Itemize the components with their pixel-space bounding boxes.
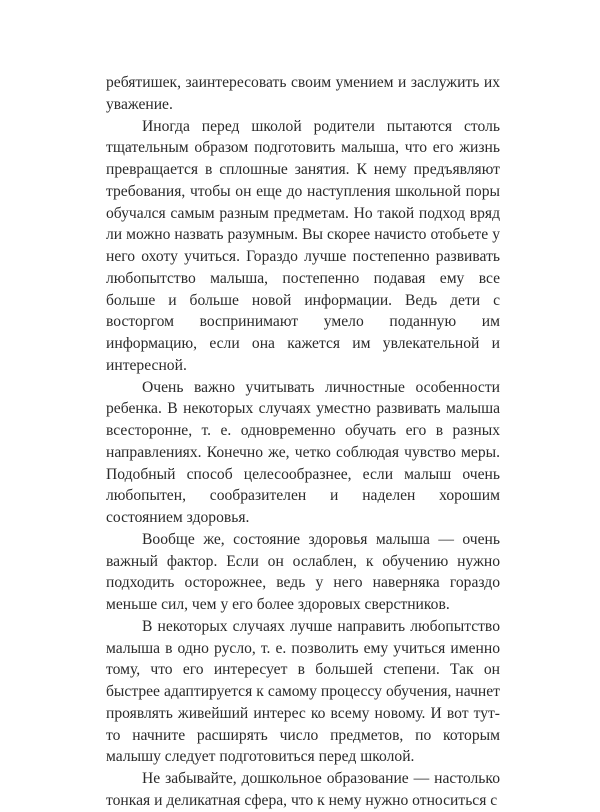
- paragraph-continuation: ребятишек, заинтересовать своим умением и заслужить их уважение.: [106, 74, 500, 113]
- paragraph-parents-preparation: Иногда перед школой родители пытаются столь тщательным образом подготовить малыша, что его жизнь превращается в сплошные занятия. К нему предъявляют требования, чтобы он еще до наступления школьной поры обучался самым разным предметам. Но такой подход вряд ли можно назвать разумным. Вы скорее начисто отобьете у него охоту учиться. Гораздо лучше постепенно развивать любопытство малыша, постепенно подавая ему все больше и больше новой информации. Ведь дети с восторгом воспринимают умело поданную им информацию, если она кажется им увлекательной и интересной.: [106, 117, 500, 374]
- paragraph-personal-features: Очень важно учитывать личностные особенности ребенка. В некоторых случаях уместно развивать малыша всесторонне, т. е. одновременно обучать его в разных направлениях. Конечно же, четко соблюдая чувство меры. Подобный способ целесообразнее, если малыш очень любопытен, сообразителен и наделен хорошим состоянием здоровья.: [106, 378, 500, 526]
- paragraph-health: Вообще же, состояние здоровья малыша — очень важный фактор. Если он ослаблен, к обучению нужно подходить осторожнее, ведь у него наверняка гораздо меньше сил, чем у его более здоровых сверстников.: [106, 530, 500, 613]
- body-text: [106, 72, 500, 812]
- paragraph-preschool-education: Не забывайте, дошкольное образование — настолько тонкая и деликатная сфера, что к нему нужно относиться с: [106, 770, 500, 809]
- paragraph-one-direction: В некоторых случаях лучше направить любопытство малыша в одно русло, т. е. позволить ему учиться именно тому, что его интересует в большей степени. Так он быстрее адаптируется к самому процессу обучения, начнет проявлять живейший интерес ко всему новому. И вот тут-то начните расширять число предметов, по которым малышу следует подготовиться перед школой.: [106, 617, 500, 766]
